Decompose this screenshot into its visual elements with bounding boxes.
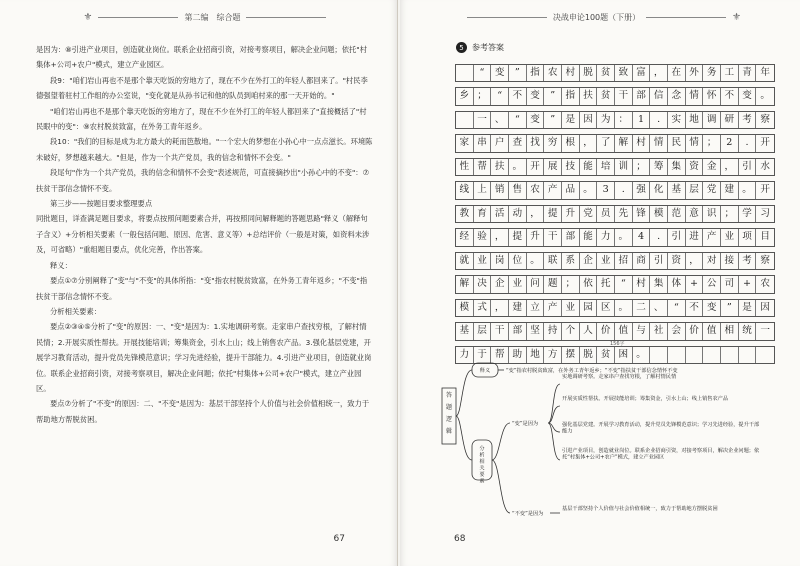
grid-cell: 户: [491, 135, 509, 151]
grid-cell: 育: [474, 206, 492, 222]
grid-cell: 业: [474, 253, 492, 269]
grid-cell: 因: [760, 301, 770, 313]
grid-cell: 串: [474, 135, 492, 151]
grid-cell: 经: [456, 229, 474, 245]
grid-cell: 开: [760, 184, 770, 196]
paragraph: 第三步——按题目要求整理要点: [50, 199, 153, 209]
diagram-root-label: 答题逻辑: [445, 392, 453, 435]
grid-cell: 员: [597, 206, 615, 222]
grid-row: [455, 181, 775, 199]
grid-cell: 业: [562, 300, 580, 316]
grid-cell: 解: [615, 135, 633, 151]
grid-cell: ，: [721, 159, 739, 175]
grid-cell: 1: [633, 112, 651, 128]
grid-cell: 习: [760, 207, 770, 219]
grid-cell: 升: [527, 229, 545, 245]
grid-cell: 变: [527, 112, 545, 128]
grid-cell: 务: [703, 65, 721, 81]
grid-cell: ，: [686, 253, 704, 269]
grid-cell: ，: [491, 229, 509, 245]
grid-cell: 值: [703, 323, 721, 339]
grid-cell: 穷: [544, 135, 562, 151]
grid-cell: .: [739, 135, 757, 151]
grid-cell: 目: [760, 231, 770, 243]
grid-cell: 村: [633, 135, 651, 151]
branch2-label: 分析相关要素: [479, 446, 485, 485]
grid-cell: 基: [668, 182, 686, 198]
grid-cell: 价: [686, 323, 704, 339]
grid-cell: 引: [739, 159, 757, 175]
grid-cell: 集: [650, 276, 668, 292]
grid-cell: 农: [760, 278, 770, 290]
grid-cell: 脱: [580, 347, 598, 363]
grid-cell: 引: [668, 229, 686, 245]
grid-cell: 题: [544, 276, 562, 292]
grid-cell: 一: [760, 325, 770, 337]
grid-cell: .: [615, 182, 633, 198]
grid-cell: 乡: [456, 88, 474, 104]
grid-cell: “: [615, 276, 633, 292]
grid-cell: 引: [650, 253, 668, 269]
ornament-icon: ⚜: [732, 11, 742, 23]
change-item: 引进产业项目，创造就业岗位。联系企业招商引资，对接考察项目，解决企业问题；依托“村集体+公司+农户”模式，建立产业园区: [562, 448, 760, 461]
grid-cell: 信: [650, 88, 668, 104]
grid-cell: 人: [580, 323, 598, 339]
left-page: [0, 0, 398, 566]
grid-cell: 。: [615, 229, 633, 245]
char-count: 156字: [610, 341, 625, 347]
grid-cell: 资: [686, 159, 704, 175]
grid-cell: 助: [509, 347, 527, 363]
grid-cell: ”: [544, 88, 562, 104]
grid-cell: 帮: [491, 347, 509, 363]
grid-cell: 范: [668, 206, 686, 222]
grid-cell: 水: [760, 160, 770, 172]
grid-cell: 培: [597, 159, 615, 175]
answer-number-badge: 5: [456, 42, 467, 53]
grid-cell: 干: [544, 229, 562, 245]
grid-cell: 提: [509, 229, 527, 245]
grid-cell: 摆: [562, 347, 580, 363]
grid-cell: 展: [544, 159, 562, 175]
grid-cell: ，: [580, 135, 598, 151]
grid-cell: 方: [544, 347, 562, 363]
paragraph: "咱们岩山再也不是那个靠天吃饭的穷地方了，现在不少在外打工的年轻人都回来了"直接概括了"村民眼中的变"：⑨农村脱贫致富，在外务工青年返乡。: [36, 106, 367, 132]
grid-cell: 家: [456, 135, 474, 151]
grid-cell: 农: [527, 182, 545, 198]
grid-cell: 、: [650, 300, 668, 316]
left-header-title: 第二编 综合题: [184, 12, 241, 22]
header-rule: [246, 17, 326, 18]
grid-cell: 建: [721, 182, 739, 198]
grid-row: [455, 205, 775, 223]
paragraph: 是因为：⑧引进产业项目，创造就业岗位。联系企业招商引资，对接考察项目，解决企业问题；依托"村集体+公司+农户"模式，建立产业园区。: [36, 45, 367, 70]
grid-cell: 贫: [597, 65, 615, 81]
grid-cell: 筹: [650, 159, 668, 175]
grid-row: [455, 228, 775, 246]
grid-cell: 技: [562, 159, 580, 175]
header-rule: [467, 17, 547, 18]
grid-cell: 部: [509, 323, 527, 339]
grid-cell: ，: [527, 206, 545, 222]
grid-row: [455, 275, 775, 293]
paragraph: 段尾句"作为一个共产党员，我的信念和情怀不会变"表述规范，可直接摘抄出"小孙心中的不变"：⑦扶贫干部信念情怀不变。: [36, 168, 370, 193]
grid-cell: 根: [562, 135, 580, 151]
grid-cell: +: [686, 276, 704, 292]
grid-cell: 基: [456, 323, 474, 339]
grid-cell: 建: [509, 300, 527, 316]
grid-cell: 位: [509, 253, 527, 269]
grid-cell: 察: [760, 254, 770, 266]
grid-cell: 查: [509, 135, 527, 151]
change-items: [562, 372, 760, 461]
nochange-text: [562, 504, 718, 512]
grid-cell: 性: [456, 159, 474, 175]
paragraph: 分析相关要素：: [50, 306, 102, 316]
grid-cell: 干: [615, 88, 633, 104]
left-body-text: [36, 42, 373, 427]
grid-cell: 找: [527, 135, 545, 151]
grid-cell: 验: [474, 229, 492, 245]
grid-cell: 察: [760, 113, 770, 125]
grid-cell: 富: [633, 65, 651, 81]
grid-cell: 金: [703, 159, 721, 175]
right-header-title: 决战申论100题（下册）: [552, 12, 641, 22]
grid-cell: 工: [721, 65, 739, 81]
grid-cell: 依: [580, 276, 598, 292]
grid-cell: 民: [668, 135, 686, 151]
grid-cell: 不: [509, 88, 527, 104]
paragraph: 要点①⑦分别阐释了"变"与"不变"的具体所指："变"指农村脱贫致富，在外务工青年返乡；"不变"指扶贫干部信念情怀不变。: [36, 276, 368, 301]
grid-cell: ；: [633, 159, 651, 175]
grid-cell: 层: [474, 323, 492, 339]
paragraph: 段9："咱们岩山再也不是那个靠天吃饭的穷地方了，现在不少在外打工的年轻人都回来了。"村民李德强望着驻村工作组的办公室说，"变化就是从孙书记和他的队员到咱村来的那一天开始的。": [36, 75, 368, 101]
ornament-icon: ⚜: [83, 11, 93, 23]
grid-cell: 。: [739, 182, 757, 198]
grid-cell: 岗: [491, 253, 509, 269]
grid-cell: 干: [491, 323, 509, 339]
grid-cell: 系: [562, 253, 580, 269]
grid-cell: 外: [686, 65, 704, 81]
grid-cell: 变: [491, 65, 509, 81]
grid-cell: 困: [615, 347, 633, 363]
logic-diagram: [440, 348, 785, 548]
grid-cell: 4: [633, 229, 651, 245]
grid-cell: 强: [633, 182, 651, 198]
grid-cell: 社: [650, 323, 668, 339]
grid-cell: 园: [580, 300, 598, 316]
grid-cell: 怀: [703, 88, 721, 104]
grid-cell: 是: [562, 112, 580, 128]
grid-cell: 变: [739, 88, 757, 104]
grid-cell: 品: [562, 182, 580, 198]
grid-cell: 与: [633, 323, 651, 339]
nochange-label: “不变”是因为: [512, 511, 544, 517]
grid-cell: “: [509, 112, 527, 128]
grid-cell: 进: [686, 229, 704, 245]
grid-cell: .: [650, 229, 668, 245]
grid-cell: 、: [491, 112, 509, 128]
grid-cell: 扶: [491, 159, 509, 175]
grid-row: [455, 111, 775, 129]
grid-cell: 体: [668, 276, 686, 292]
grid-cell: 线: [456, 182, 474, 198]
grid-cell: 活: [491, 206, 509, 222]
grid-cell: 部: [633, 88, 651, 104]
change-label: “变”是因为: [512, 421, 539, 427]
grid-cell: 会: [668, 323, 686, 339]
paragraph: 段10："我们的目标是成为北方最大的耗而笆散地。"一个宏大的梦想在小孙心中一点点滋长。环境陈未破好，梦想越来越大。"但是，作为一个共产党员，我的信念和情怀不会变。": [36, 137, 373, 162]
grid-cell: 贫: [597, 347, 615, 363]
change-item: 强化基层党建。开展学习教育活动，提升党员先锋模范意识；学习先进经验，提升干部能力: [562, 422, 760, 435]
grid-cell: 开: [760, 137, 770, 149]
grid-cell: 。: [527, 253, 545, 269]
grid-cell: 售: [509, 182, 527, 198]
grid-cell: 式: [474, 300, 492, 316]
grid-cell: 学: [739, 206, 757, 222]
grid-cell: 地: [686, 112, 704, 128]
left-header: [40, 10, 370, 24]
grid-cell: [456, 112, 474, 128]
grid-cell: 接: [721, 253, 739, 269]
grid-cell: ；: [562, 276, 580, 292]
grid-cell: 教: [456, 206, 474, 222]
grid-cell: 因: [580, 112, 598, 128]
answer-grid: [455, 64, 775, 369]
grid-cell: 脱: [580, 65, 598, 81]
grid-row: [455, 158, 775, 176]
grid-cell: 实: [668, 112, 686, 128]
grid-cell: 坚: [527, 323, 545, 339]
grid-cell: 指: [562, 88, 580, 104]
grid-cell: 模: [650, 206, 668, 222]
change-item: 开展实质性帮扶。开展技能培训；筹集资金，引水上山；线上销售农产品: [562, 396, 729, 402]
grid-cell: 企: [580, 253, 598, 269]
page-number-right: 68: [454, 534, 466, 544]
grid-cell: 先: [615, 206, 633, 222]
paragraph: 要点②③④⑤分析了"变"的原因：一、"变"是因为：1.实地调研考察。走家串户查找穷根，了解村情民情；2.开展实质性帮扶。开展技能培训；筹集资金，引水上山；线上销售农产品。3.强化基层党建，开展学习教育活动，提升党员先锋模范意识；学习先进经验，提升干部能力。4.引进产业项目，创造就业岗位。联系企业招商引资，对接考察项目，解决企业问题；依托"村集体+公司+农户"模式，建立产业园区。: [36, 322, 372, 393]
grid-cell: 力: [597, 229, 615, 245]
grid-row: [455, 322, 775, 340]
grid-cell: 是: [739, 300, 757, 316]
grid-cell: 变: [703, 300, 721, 316]
grid-cell: 情: [650, 135, 668, 151]
grid-cell: ，: [491, 300, 509, 316]
branch1-text: “变”指农村脱贫致富，在外务工青年返乡；“不变”指扶贫干部信念情怀不变: [506, 368, 678, 374]
grid-cell: 公: [703, 276, 721, 292]
grid-cell: 二: [633, 300, 651, 316]
grid-cell: +: [739, 276, 757, 292]
grid-cell: 在: [668, 65, 686, 81]
grid-cell: 训: [615, 159, 633, 175]
grid-cell: “: [491, 88, 509, 104]
grid-cell: 不: [721, 88, 739, 104]
grid-cell: 业: [597, 253, 615, 269]
grid-cell: 相: [721, 323, 739, 339]
grid-cell: 研: [721, 112, 739, 128]
grid-cell: 统: [739, 323, 757, 339]
grid-cell: 项: [739, 229, 757, 245]
grid-cell: 商: [633, 253, 651, 269]
grid-cell: 集: [668, 159, 686, 175]
paragraph: 同批题目，详查满足题目要求，将要点按照问题要素合并，再按照同问解释题的答题思路"释义（解释句子含义）+分析相关要素（一般包括问题、原因、危害、意义等）+总结评价（一般是对策，如资料未涉及，可省略）"重组题目要点，优化完善，作出答案。: [36, 214, 370, 255]
grid-cell: 动: [509, 206, 527, 222]
grid-cell: 能: [580, 229, 598, 245]
answer-title: 参考答案: [472, 43, 504, 52]
grid-cell: 决: [474, 276, 492, 292]
grid-cell: 为: [597, 112, 615, 128]
header-rule: [646, 17, 726, 18]
branch1-label: 释义: [479, 368, 491, 374]
grid-cell: 扶: [580, 88, 598, 104]
grid-cell: 产: [703, 229, 721, 245]
grid-cell: 了: [597, 135, 615, 151]
grid-cell: 党: [703, 182, 721, 198]
grid-cell: 青: [739, 65, 757, 81]
grid-cell: 升: [562, 206, 580, 222]
nochange-item: 基层干部坚持个人价值与社会价值相统一，致力于帮助地方摆脱贫困: [562, 506, 718, 512]
grid-cell: 招: [615, 253, 633, 269]
grid-row: [455, 134, 775, 152]
grid-cell: 党: [580, 206, 598, 222]
page-number-left: 67: [333, 534, 345, 544]
grid-row: [455, 299, 775, 317]
grid-cell: ；: [703, 135, 721, 151]
grid-cell: 识: [703, 206, 721, 222]
grid-cell: 变: [527, 88, 545, 104]
grid-cell: “: [668, 300, 686, 316]
grid-cell: [456, 65, 474, 81]
grid-cell: ”: [721, 300, 739, 316]
grid-cell: 村: [562, 65, 580, 81]
grid-cell: 问: [527, 276, 545, 292]
right-header: [434, 10, 774, 24]
grid-cell: 指: [527, 65, 545, 81]
grid-cell: 持: [544, 323, 562, 339]
grid-cell: 不: [686, 300, 704, 316]
grid-cell: 一: [474, 112, 492, 128]
grid-cell: 地: [527, 347, 545, 363]
grid-cell: 司: [721, 276, 739, 292]
answer-heading: [456, 42, 504, 53]
grid-cell: 于: [474, 347, 492, 363]
grid-cell: 对: [703, 253, 721, 269]
grid-cell: 化: [650, 182, 668, 198]
grid-cell: 调: [703, 112, 721, 128]
grid-cell: 模: [456, 300, 474, 316]
grid-cell: 3: [597, 182, 615, 198]
grid-cell: 。: [615, 300, 633, 316]
grid-cell: 念: [668, 88, 686, 104]
grid-cell: 产: [544, 300, 562, 316]
grid-cell: “: [474, 65, 492, 81]
grid-cell: 贫: [597, 88, 615, 104]
paragraph: 要点⑦分析了"不变"的原因：二、"不变"是因为：基层干部坚持个人价值与社会价值相统一，致力于帮助地方帮脱贫困。: [36, 399, 370, 424]
grid-cell: 立: [527, 300, 545, 316]
grid-cell: 农: [544, 65, 562, 81]
grid-cell: 。: [633, 347, 651, 363]
grid-cell: ；: [474, 88, 492, 104]
grid-cell: 价: [597, 323, 615, 339]
grid-cell: 力: [456, 347, 474, 363]
grid-cell: .: [650, 112, 668, 128]
grid-cell: ；: [721, 206, 739, 222]
grid-cell: 锋: [633, 206, 651, 222]
grid-cell: 托: [597, 276, 615, 292]
grid-cell: 意: [686, 206, 704, 222]
grid-cell: 资: [668, 253, 686, 269]
grid-row: [455, 64, 775, 82]
grid-cell: 。: [760, 90, 770, 102]
grid-cell: 联: [544, 253, 562, 269]
grid-cell: 情: [686, 88, 704, 104]
grid-cell: 业: [509, 276, 527, 292]
grid-cell: 2: [721, 135, 739, 151]
grid-cell: ，: [650, 65, 668, 81]
grid-cell: ：: [615, 112, 633, 128]
grid-cell: 产: [544, 182, 562, 198]
grid-row: [455, 252, 775, 270]
grid-cell: 值: [615, 323, 633, 339]
grid-cell: 销: [491, 182, 509, 198]
grid-cell: 区: [597, 300, 615, 316]
grid-cell: ”: [509, 65, 527, 81]
grid-cell: 能: [580, 159, 598, 175]
grid-row: [455, 87, 775, 105]
header-rule: [98, 17, 178, 18]
grid-cell: 情: [686, 135, 704, 151]
grid-cell: 个: [562, 323, 580, 339]
change-item: 实地调研考察。走家串户查找穷根，了解村情民情: [562, 374, 677, 380]
grid-cell: 部: [562, 229, 580, 245]
grid-cell: 提: [544, 206, 562, 222]
grid-cell: 企: [491, 276, 509, 292]
grid-cell: 考: [739, 253, 757, 269]
grid-cell: 上: [474, 182, 492, 198]
grid-cell: 帮: [474, 159, 492, 175]
grid-cell: 解: [456, 276, 474, 292]
grid-cell: 。: [580, 182, 598, 198]
paragraph: 释义：: [50, 260, 72, 270]
grid-cell: 就: [456, 253, 474, 269]
grid-cell: 层: [686, 182, 704, 198]
grid-cell: 考: [739, 112, 757, 128]
grid-cell: 村: [633, 276, 651, 292]
grid-cell: 致: [615, 65, 633, 81]
grid-cell: 。: [509, 159, 527, 175]
grid-cell: 业: [721, 229, 739, 245]
grid-cell: ”: [544, 112, 562, 128]
grid-cell: 年: [760, 67, 770, 78]
grid-cell: 开: [527, 159, 545, 175]
